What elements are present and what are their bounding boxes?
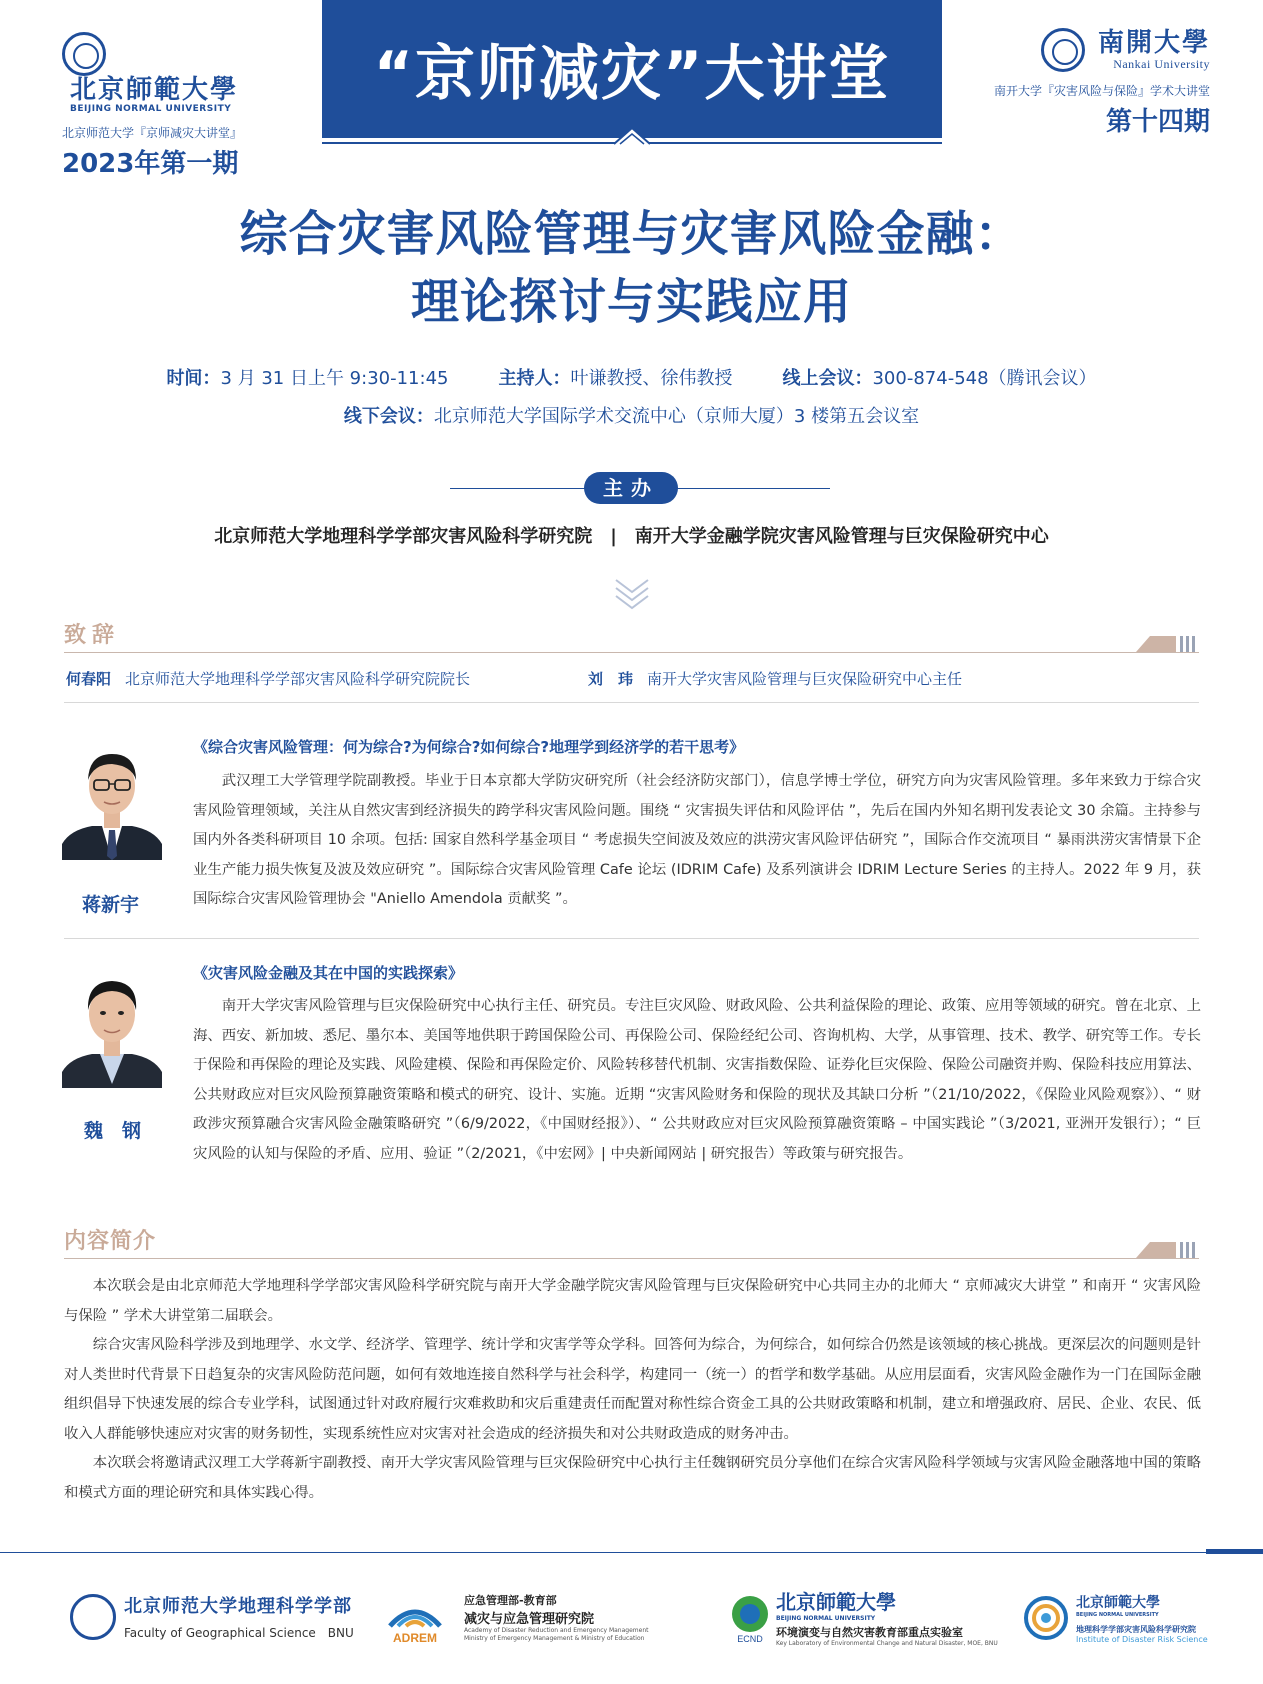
summary-rule <box>64 1258 1199 1259</box>
geo-faculty-seal-icon <box>70 1594 116 1640</box>
nankai-name-en: Nankai University <box>1113 56 1210 71</box>
ecnd-bnu-name-cn: 北京師範大學 <box>776 1590 896 1614</box>
bnu-logo-block <box>62 32 262 180</box>
event-info-line1 <box>0 364 1263 390</box>
speaker-2-bio: 南开大学灾害风险管理与巨灾保险研究中心执行主任、研究员。专注巨灾风险、财政风险、公共利益保险的理论、政策、应用等领域的研究。曾在北京、上海、西安、新加坡、悉尼、墨尔本、美国等地供职于跨国保险公司、再保险公司、保险经纪公司、咨询机构、大学，从事管理、技术、教学、研究等工作。专长于保险和再保险的理论及实践、风险建模、保险和再保险定价、风险转移替代机制、灾害指数保险、证券化巨灾保险、保险公司融资并购、保险科技应用算法、公共财政应对巨灾风险预算融资策略和模式的研究、设计、实施。近期 “灾害风险财务和保险的现状及其缺口分析 ”（21/10/2022，《保险业风险观察》）、“ 财政涉灾预算融合灾害风险金融策略研究 ”（6/9/2022，《中国财经报》）、“ 公共财政应对巨灾风险预算融资策略 – 中国实践论 ”（3/2021, 亚洲开发银行）；“ 巨灾风险的认知与保险的矛盾、应用、验证 ”（2/2021，《中宏网》| 中央新闻网站 | 研究报告）等政策与研究报告。 <box>193 998 1201 1162</box>
idrs-logo-icon <box>1024 1596 1068 1640</box>
speaker-2-talk-title: 《灾害风险金融及其在中国的实践探索》 <box>193 964 464 982</box>
ecnd-bnu-name-en: BEIJING NORMAL UNIVERSITY <box>776 1615 876 1622</box>
organizer-badge: 主办 <box>584 472 678 504</box>
summary-paragraph-2: 综合灾害风险科学涉及到地理学、水文学、经济学、管理学、统计学和灾害学等众学科。回答何为综合，为何综合，如何综合仍然是该领域的核心挑战。更深层次的问题则是针对人类世时代背景下日趋复杂的灾害风险防范问题，如何有效地连接自然科学与社会科学，构建同一（统一）的哲学和数学基础。从应用层面看，灾害风险金融作为一门在国际金融组织倡导下快速发展的综合专业学科，试图通过针对政府履行灾难救助和灾后重建责任而配置对称性综合资金工具的公共财政策略和机制，建立和增强政府、居民、企业、农民、低收入人群能够快速应对灾害的财务韧性，实现系统性应对灾害对社会造成的经济损失和对公共财政造成的财务冲击。 <box>64 1337 1201 1442</box>
speaker-1-name: 蒋新宇 <box>82 894 140 916</box>
title-banner <box>322 0 942 138</box>
adrem-logo-icon <box>380 1596 450 1644</box>
footer-logo-ecnd <box>728 1590 998 1647</box>
page-title <box>0 200 1263 336</box>
adrem-line-1: 应急管理部-教育部 <box>464 1594 557 1607</box>
banner-chevron-icon <box>612 124 652 146</box>
organizer-nankai: 南开大学金融学院灾害风险管理与巨灾保险研究中心 <box>634 526 1049 547</box>
organizer-separator: | <box>610 526 617 547</box>
nankai-wordmark <box>1098 29 1210 72</box>
chevron-down-icon <box>612 576 652 612</box>
adrem-line-3: Academy of Disaster Reduction and Emergency Management <box>464 1627 649 1634</box>
speaker-1-bio: 武汉理工大学管理学院副教授。毕业于日本京都大学防灾研究所（社会经济防灾部门），信息学博士学位，研究方向为灾害风险管理。多年来致力于综合灾害风险管理领域，关注从自然灾害到经济损失的跨学科灾害风险问题。围绕 “ 灾害损失评估和风险评估 ”，先后在国内外知名期刊发表论文 30 余篇。主持参与国内外各类科研项目 10 余项。包括: 国家自然科学基金项目 “ 考虑损失空间波及效应的洪涝灾害风险评估研究 ”，国际合作交流项目 “ 暴雨洪涝灾害情景下企业生产能力损失恢复及波及效应研究 ”。国际综合灾害风险管理 Cafe 论坛 (IDRIM Cafe) 及系列演讲会 IDRIM Lecture Series 的主持人。2022 年 9 月，获国际综合灾害风险管理协会 "Aniello Amendola 贡献奖 ”。 <box>193 773 1201 907</box>
section-stripes-icon <box>1136 1242 1199 1258</box>
welcome-person-1 <box>66 668 470 689</box>
idrs-bnu-name-en: BEIJING NORMAL UNIVERSITY <box>1076 1612 1159 1618</box>
offline-meeting-label: 线下会议： <box>343 406 434 427</box>
summary-heading: 内容简介 <box>64 1229 157 1254</box>
summary-paragraph-3: 本次联会将邀请武汉理工大学蒋新宇副教授、南开大学灾害风险管理与巨灾保险研究中心执行主任魏钢研究员分享他们在综合灾害风险科学领域与灾害风险金融落地中国的策略和模式方面的理论研究和具体实践心得。 <box>64 1455 1201 1501</box>
bnu-series-label: 北京师范大学『京师减灾大讲堂』 <box>62 126 243 140</box>
adrem-wordmark: ADREM <box>393 1631 437 1644</box>
geo-faculty-text <box>124 1592 354 1641</box>
nankai-series-label: 南开大学『灾害风险与保险』学术大讲堂 <box>993 84 1210 98</box>
bnu-wordmark <box>70 76 238 114</box>
page-title-line2: 理论探讨与实践应用 <box>410 274 852 330</box>
adrem-line-2: 减灾与应急管理研究院 <box>464 1612 595 1627</box>
online-meeting-value: 300-874-548（腾讯会议） <box>872 368 1097 389</box>
welcome-person-1-name: 何春阳 <box>66 670 112 688</box>
welcome-person-2-name: 刘 玮 <box>588 670 634 688</box>
idrs-text <box>1076 1592 1208 1644</box>
event-info-line2 <box>0 402 1263 428</box>
footer-logo-adrem <box>380 1590 680 1646</box>
footer-accent-bar <box>1206 1549 1263 1554</box>
nankai-name-cn: 南開大學 <box>1097 27 1210 58</box>
banner-title: “京师减灾”大讲堂 <box>373 39 891 109</box>
idrs-name-cn: 地理科学学部灾害风险科学研究院 <box>1076 1625 1196 1634</box>
ecnd-logo-icon <box>728 1594 772 1644</box>
welcome-bottom-rule <box>64 702 1199 703</box>
welcome-rule <box>64 652 1199 653</box>
bnu-name-en: BEIJING NORMAL UNIVERSITY <box>70 104 232 114</box>
offline-meeting-value: 北京师范大学国际学术交流中心（京师大厦）3 楼第五会议室 <box>433 406 920 427</box>
adrem-text <box>464 1592 648 1643</box>
speaker-divider <box>64 938 1199 939</box>
welcome-person-2-title: 南开大学灾害风险管理与巨灾保险研究中心主任 <box>647 670 963 688</box>
time-label: 时间： <box>166 368 221 389</box>
idrs-name-en: Institute of Disaster Risk Science <box>1076 1635 1208 1644</box>
time-value: 3 月 31 日上午 9:30-11:45 <box>220 368 449 389</box>
ecnd-text <box>776 1586 998 1648</box>
footer-logo-idrs <box>1024 1590 1254 1646</box>
online-meeting-label: 线上会议： <box>782 368 873 389</box>
welcome-heading: 致辞 <box>64 623 121 648</box>
idrs-bnu-name-cn: 北京師範大學 <box>1076 1595 1160 1611</box>
bnu-issue-label: 2023年第一期 <box>62 149 239 179</box>
welcome-person-1-title: 北京师范大学地理科学学部灾害风险科学研究院院长 <box>125 670 471 688</box>
bnu-name-cn: 北京師範大學 <box>70 75 239 105</box>
speaker-2-photo <box>62 968 162 1088</box>
summary-body <box>64 1272 1201 1508</box>
nankai-seal-icon <box>1041 28 1085 72</box>
ecnd-wordmark: ECND <box>737 1634 763 1644</box>
footer-rule <box>0 1552 1263 1553</box>
geo-faculty-name-en: Faculty of Geographical Science BNU <box>124 1626 354 1640</box>
geo-faculty-name-cn: 北京师范大学地理科学学部 <box>124 1596 352 1617</box>
organizer-list <box>0 522 1263 548</box>
nankai-issue-label: 第十四期 <box>1105 107 1210 137</box>
bnu-seal-icon <box>62 32 106 76</box>
speaker-1-photo <box>62 740 162 860</box>
host-value: 叶谦教授、徐伟教授 <box>570 368 733 389</box>
nankai-logo-block <box>980 28 1210 138</box>
ecnd-lab-name-en: Key Laboratory of Environmental Change and Natural Disaster, MOE, BNU <box>776 1640 998 1647</box>
section-stripes-icon <box>1136 636 1199 652</box>
welcome-person-2 <box>588 668 962 689</box>
adrem-line-4: Ministry of Emergency Management & Ministry of Education <box>464 1635 645 1642</box>
ecnd-lab-name: 环境演变与自然灾害教育部重点实验室 <box>776 1626 963 1639</box>
page-title-line1: 综合灾害风险管理与灾害风险金融： <box>239 206 1024 262</box>
speaker-1-talk-title: 《综合灾害风险管理：何为综合?为何综合?如何综合?地理学到经济学的若干思考》 <box>193 738 745 756</box>
summary-paragraph-1: 本次联会是由北京师范大学地理科学学部灾害风险科学研究院与南开大学金融学院灾害风险管理与巨灾保险研究中心共同主办的北师大 “ 京师减灾大讲堂 ” 和南开 “ 灾害风险与保险 ” 学术大讲堂第二届联会。 <box>64 1278 1201 1324</box>
footer-logo-geo-faculty <box>70 1590 354 1646</box>
host-label: 主持人： <box>498 368 571 389</box>
organizer-bnu: 北京师范大学地理科学学部灾害风险科学研究院 <box>214 526 593 547</box>
speaker-2-name: 魏 钢 <box>84 1120 142 1142</box>
